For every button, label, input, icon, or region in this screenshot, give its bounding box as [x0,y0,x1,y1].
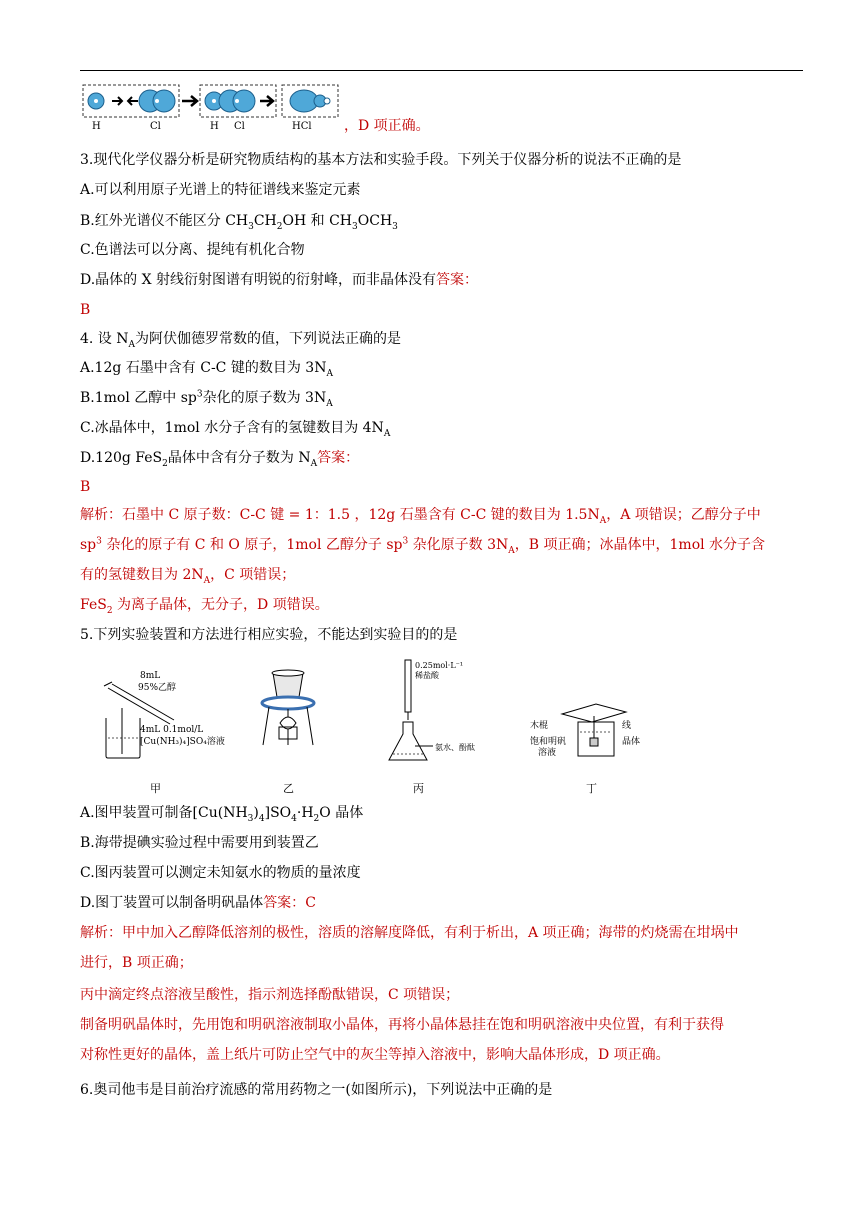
q4-answer: B [80,479,91,495]
q3-option-a: A.可以利用原子光谱上的特征谱线来鉴定元素 [80,182,361,198]
label-cl1: Cl [150,121,161,132]
q5-explanation-4: 制备明矾晶体时，先用饱和明矾溶液制取小晶体，再将小晶体悬挂在饱和明矾溶液中央位置，有利于获得 [80,1017,724,1033]
q5-explanation-5: 对称性更好的晶体，盖上纸片可防止空气中的灰尘等掉入溶液中，影响大晶体形成，D 项正确。 [80,1047,670,1063]
top-figure-suffix: ，D 项正确。 [344,118,430,134]
q4-explanation-2: $sp^3$ 杂化的原子有 C 和 O 原子，1mol 乙醇分子 $sp^3$ 杂化原子数 $3N_A$，B 项正确；冰晶体中，1mol 水分子含 [80,536,766,556]
q4-explanation-3: 有的氢键数目为 $2N_A$，C 项错误； [80,567,296,586]
svg-text:木棍: 木棍 [530,721,549,731]
q3-answer-label: 答案： [436,272,479,288]
svg-text:稀盐酸: 稀盐酸 [415,671,439,680]
caption-jia: 甲 [150,782,161,795]
svg-text:95%乙醇: 95%乙醇 [138,683,177,693]
label-h2: H [210,121,219,132]
q5-option-d: D.图丁装置可以制备明矾晶体答案：C [80,895,316,911]
q6-stem: 6.奥司他韦是目前治疗流感的常用药物之一(如图所示)，下列说法中正确的是 [80,1082,553,1098]
svg-text:饱和明矾: 饱和明矾 [530,737,567,747]
q5-explanation-3: 丙中滴定终点溶液呈酸性，指示剂选择酚酞错误，C 项错误； [80,987,460,1003]
q5-option-a: A.图甲装置可制备$[Cu(NH_3)_4]SO_4\cdot H_2O$ 晶体 [80,805,364,824]
q5-option-b: B.海带提碘实验过程中需要用到装置乙 [80,835,319,851]
label-h1: H [92,121,101,132]
q5-answer-label: 答案： [263,895,306,911]
label-hcl: HCl [292,121,312,132]
orbital-overlap-figure [82,84,342,134]
q5-option-c: C.图丙装置可以测定未知氨水的物质的量浓度 [80,865,361,881]
q3-answer: B [80,302,91,318]
svg-text:8mL: 8mL [140,671,161,681]
svg-text:溶液: 溶液 [538,748,557,758]
q3-option-b: B.红外光谱仪不能区分 $CH_3CH_2OH$ 和 $CH_3OCH_3$ [80,213,398,232]
q4-option-b: B.1mol 乙醇中 $sp^3$杂化的原子数为 $3N_A$ [80,389,333,409]
q3-option-c: C.色谱法可以分离、提纯有机化合物 [80,242,305,258]
svg-text:0.25mol·L⁻¹: 0.25mol·L⁻¹ [415,661,464,670]
q4-answer-label: 答案： [317,450,360,466]
q5-explanation-2: 进行，B 项正确； [80,955,193,971]
q5-explanation-1: 解析：甲中加入乙醇降低溶剂的极性，溶质的溶解度降低，有利于析出，A 项正确；海带的灼烧需在坩埚中 [80,925,739,941]
svg-text:氨水、酚酞: 氨水、酚酞 [435,743,475,752]
header-rule [80,70,803,71]
q4-stem: 4. 设 $N_A$为阿伏伽德罗常数的值，下列说法正确的是 [80,331,402,350]
q5-stem: 5.下列实验装置和方法进行相应实验，不能达到实验目的的是 [80,627,458,643]
apparatus-yi [255,665,325,796]
q4-explanation-1: 解析：石墨中 C 原子数：C-C 键 = 1：1.5 ，12g 石墨含有 C-C 键的数目为 $1.5N_A$，A 项错误；乙醇分子中 [80,507,761,526]
apparatus-jia [100,668,250,796]
caption-yi: 乙 [283,782,294,795]
caption-bing: 丙 [413,782,424,795]
apparatus-bing [385,658,500,796]
q3-option-d: D.晶体的 X 射线衍射图谱有明锐的衍射峰，而非晶体没有答案： [80,272,479,288]
q3-stem: 3.现代化学仪器分析是研究物质结构的基本方法和实验手段。下列关于仪器分析的说法不正确的是 [80,152,682,168]
label-cl2: Cl [234,121,245,132]
q4-option-c: C.冰晶体中，1mol 水分子含有的氢键数目为 $4N_A$ [80,420,391,439]
svg-text:晶体: 晶体 [622,737,641,747]
svg-text:4mL 0.1mol/L: 4mL 0.1mol/L [140,725,204,735]
q4-explanation-4: FeS$_2$ 为离子晶体，无分子，D 项错误。 [80,597,329,616]
svg-text:[Cu(NH₃)₄]SO₄溶液: [Cu(NH₃)₄]SO₄溶液 [140,737,225,747]
q4-option-d: D.120g FeS$_2$晶体中含有分子数为 $N_A$答案： [80,450,360,469]
svg-text:线: 线 [622,721,632,731]
apparatus-ding [530,702,680,796]
q4-option-a: A.12g 石墨中含有 C-C 键的数目为 $3N_A$ [80,360,333,379]
caption-ding: 丁 [586,782,597,795]
q5-answer: C [305,895,316,911]
